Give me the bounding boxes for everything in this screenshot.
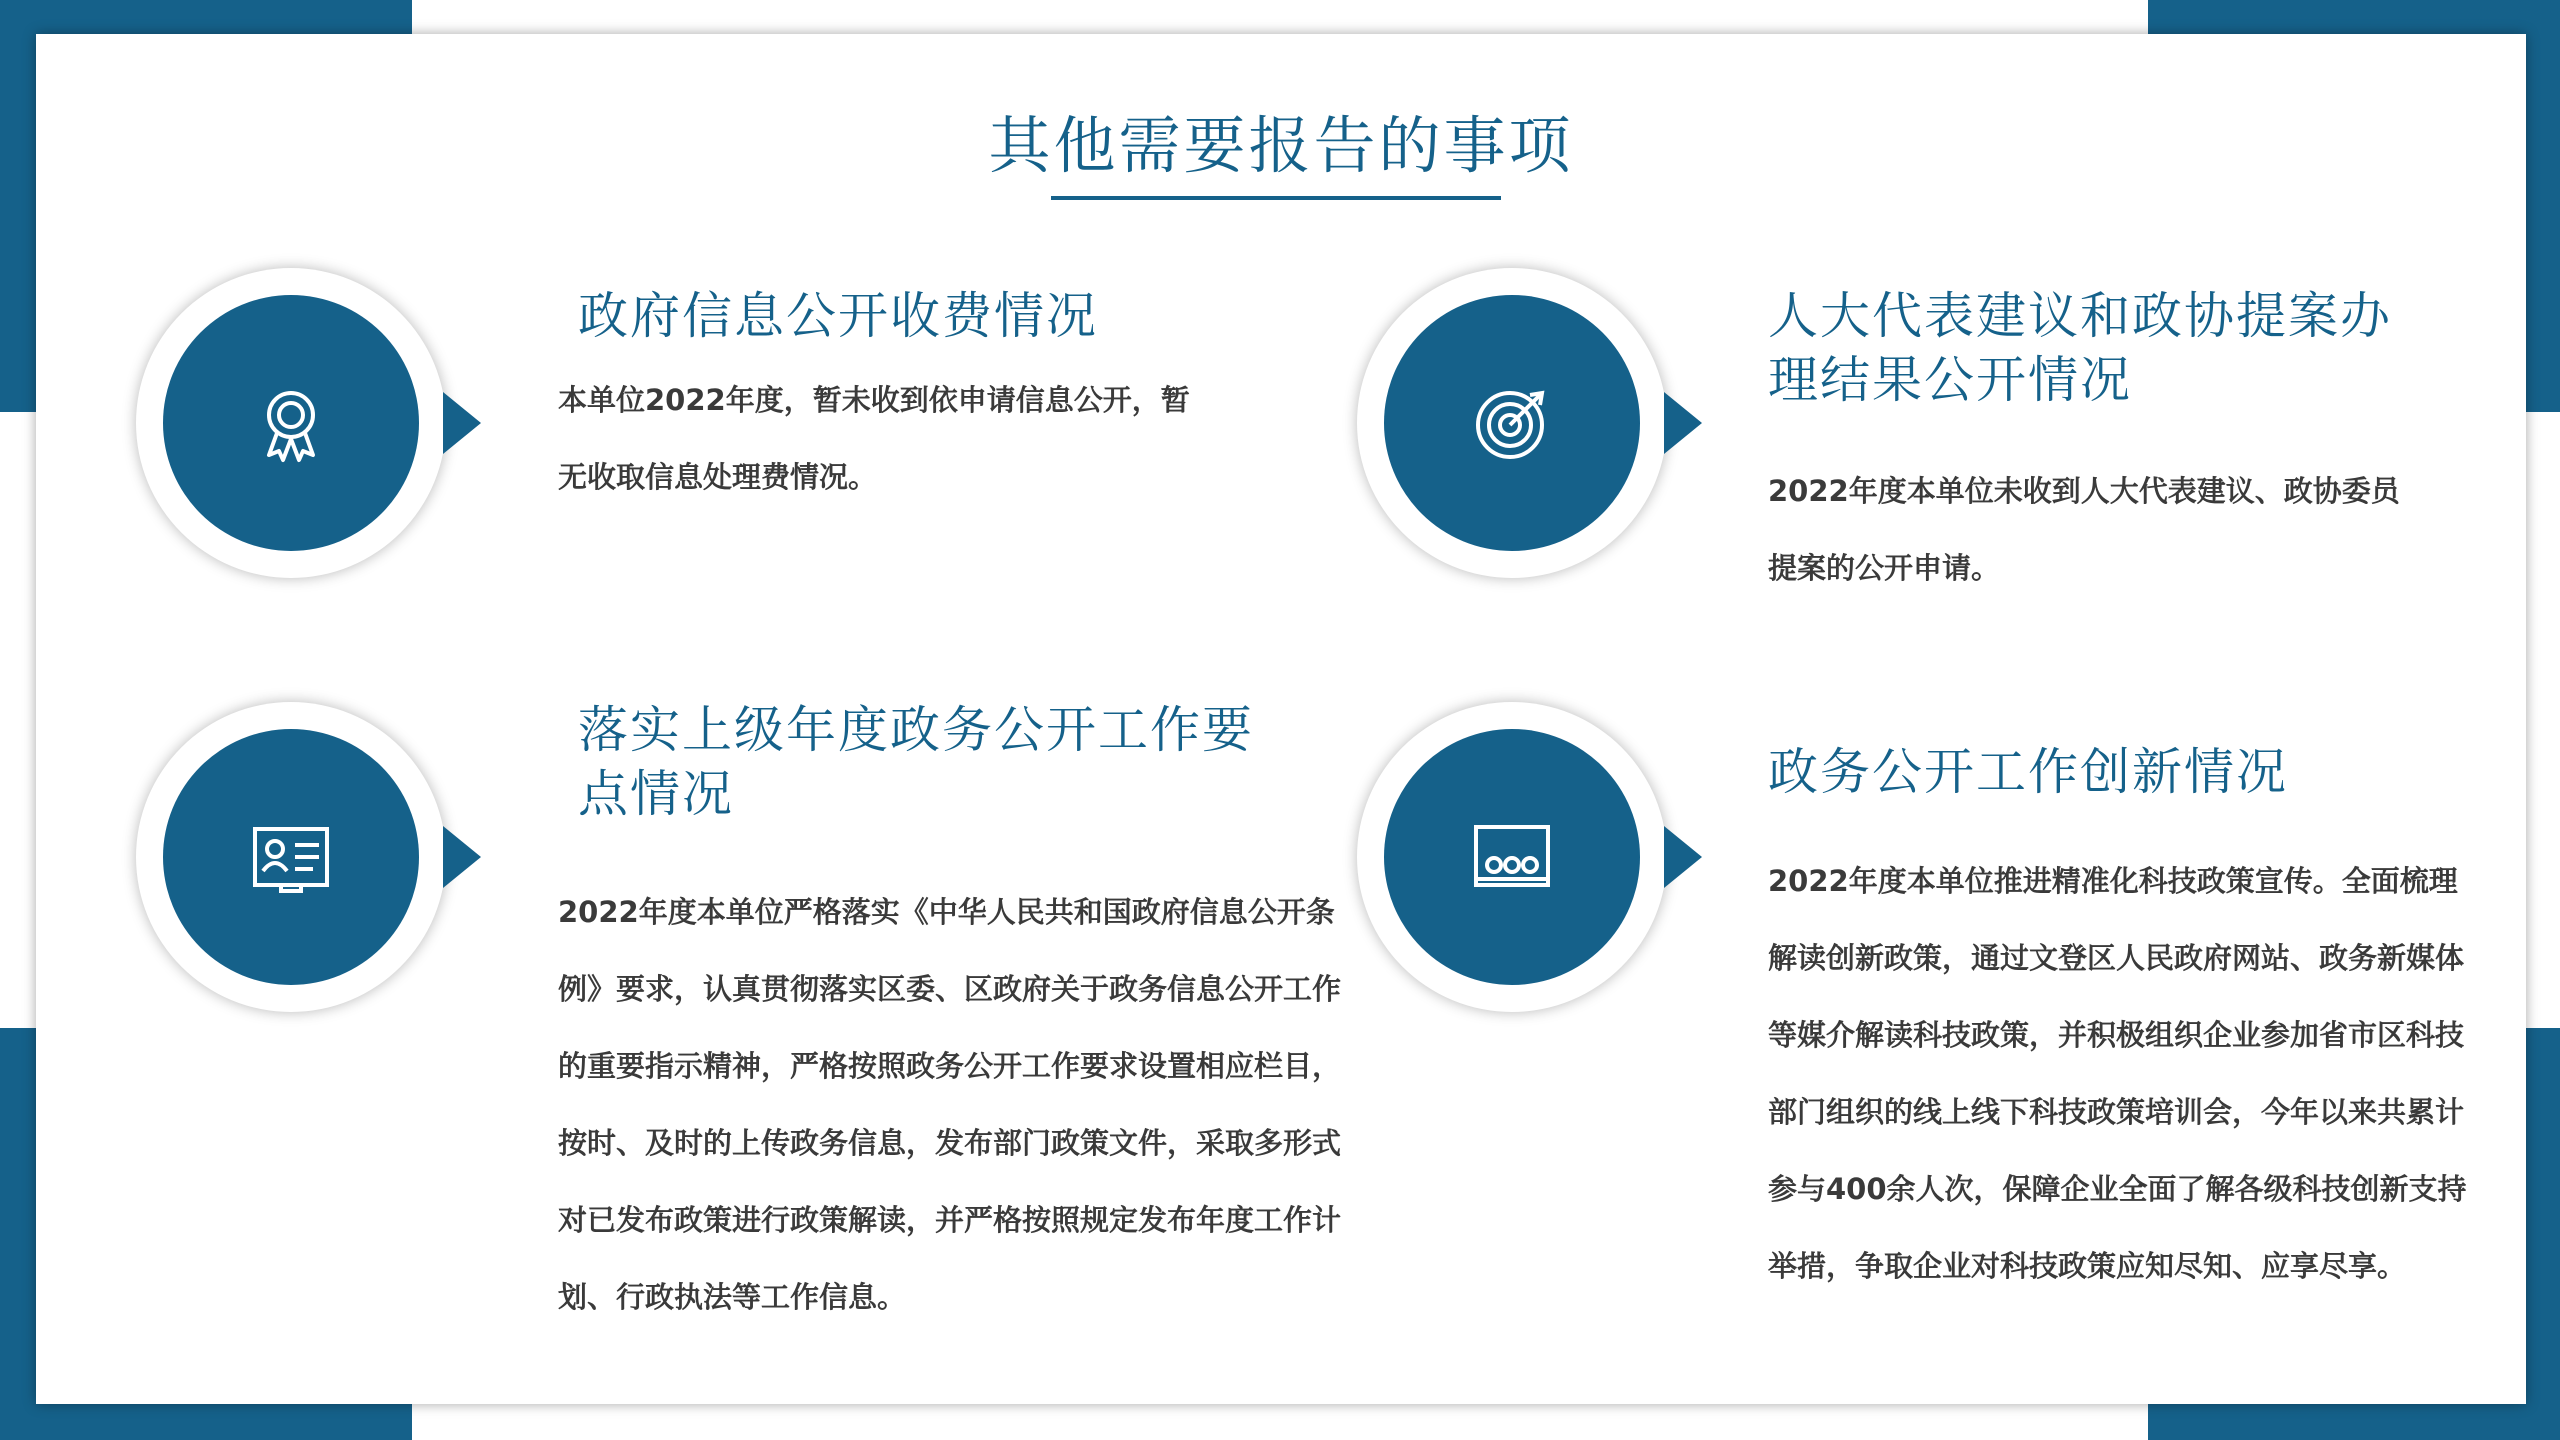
title-underline xyxy=(1051,196,1501,200)
section-3-badge xyxy=(136,702,446,1012)
section-1-body: 本单位2022年度，暂未收到依申请信息公开，暂无收取信息处理费情况。 xyxy=(558,383,1190,494)
section-2-title: 人大代表建议和政协提案办理结果公开情况 xyxy=(1768,287,2392,409)
id-card-icon xyxy=(251,817,331,897)
target-icon xyxy=(1472,383,1552,463)
section-3-body: 2022年度本单位严格落实《中华人民共和国政府信息公开条例》要求，认真贯彻落实区委、区政府关于政务信息公开工作的重要指示精神，严格按照政务公开工作要求设置相应栏目，按时、及时的上传政务信息，发布部门政策文件，采取多形式对已发布政策进行政策解读，并严格按照规定发布年度工作计划、行政执法等工作信息。 xyxy=(558,895,1342,1314)
section-4-title: 政务公开工作创新情况 xyxy=(1768,743,2288,801)
section-2-body: 2022年度本单位未收到人大代表建议、政协委员提案的公开申请。 xyxy=(1768,474,2400,585)
badge-arrow xyxy=(1664,392,1702,454)
slide-card xyxy=(36,34,2526,1404)
section-1-badge xyxy=(136,268,446,578)
section-4-body: 2022年度本单位推进精准化科技政策宣传。全面梳理解读创新政策，通过文登区人民政府网站、政务新媒体等媒介解读科技政策，并积极组织企业参加省市区科技部门组织的线上线下科技政策培训会，今年以来共累计参与400余人次，保障企业全面了解各级科技创新支持举措，争取企业对科技政策应知尽知、应享尽享。 xyxy=(1768,864,2467,1283)
badge-arrow xyxy=(1664,826,1702,888)
section-1-title: 政府信息公开收费情况 xyxy=(578,287,1098,345)
section-2-badge xyxy=(1357,268,1667,578)
meeting-screen-icon xyxy=(1472,817,1552,897)
page-title: 其他需要报告的事项 xyxy=(988,109,1574,182)
badge-arrow xyxy=(443,826,481,888)
award-ribbon-icon xyxy=(251,383,331,463)
section-4-badge xyxy=(1357,702,1667,1012)
section-3-title: 落实上级年度政务公开工作要点情况 xyxy=(578,701,1254,823)
badge-arrow xyxy=(443,392,481,454)
